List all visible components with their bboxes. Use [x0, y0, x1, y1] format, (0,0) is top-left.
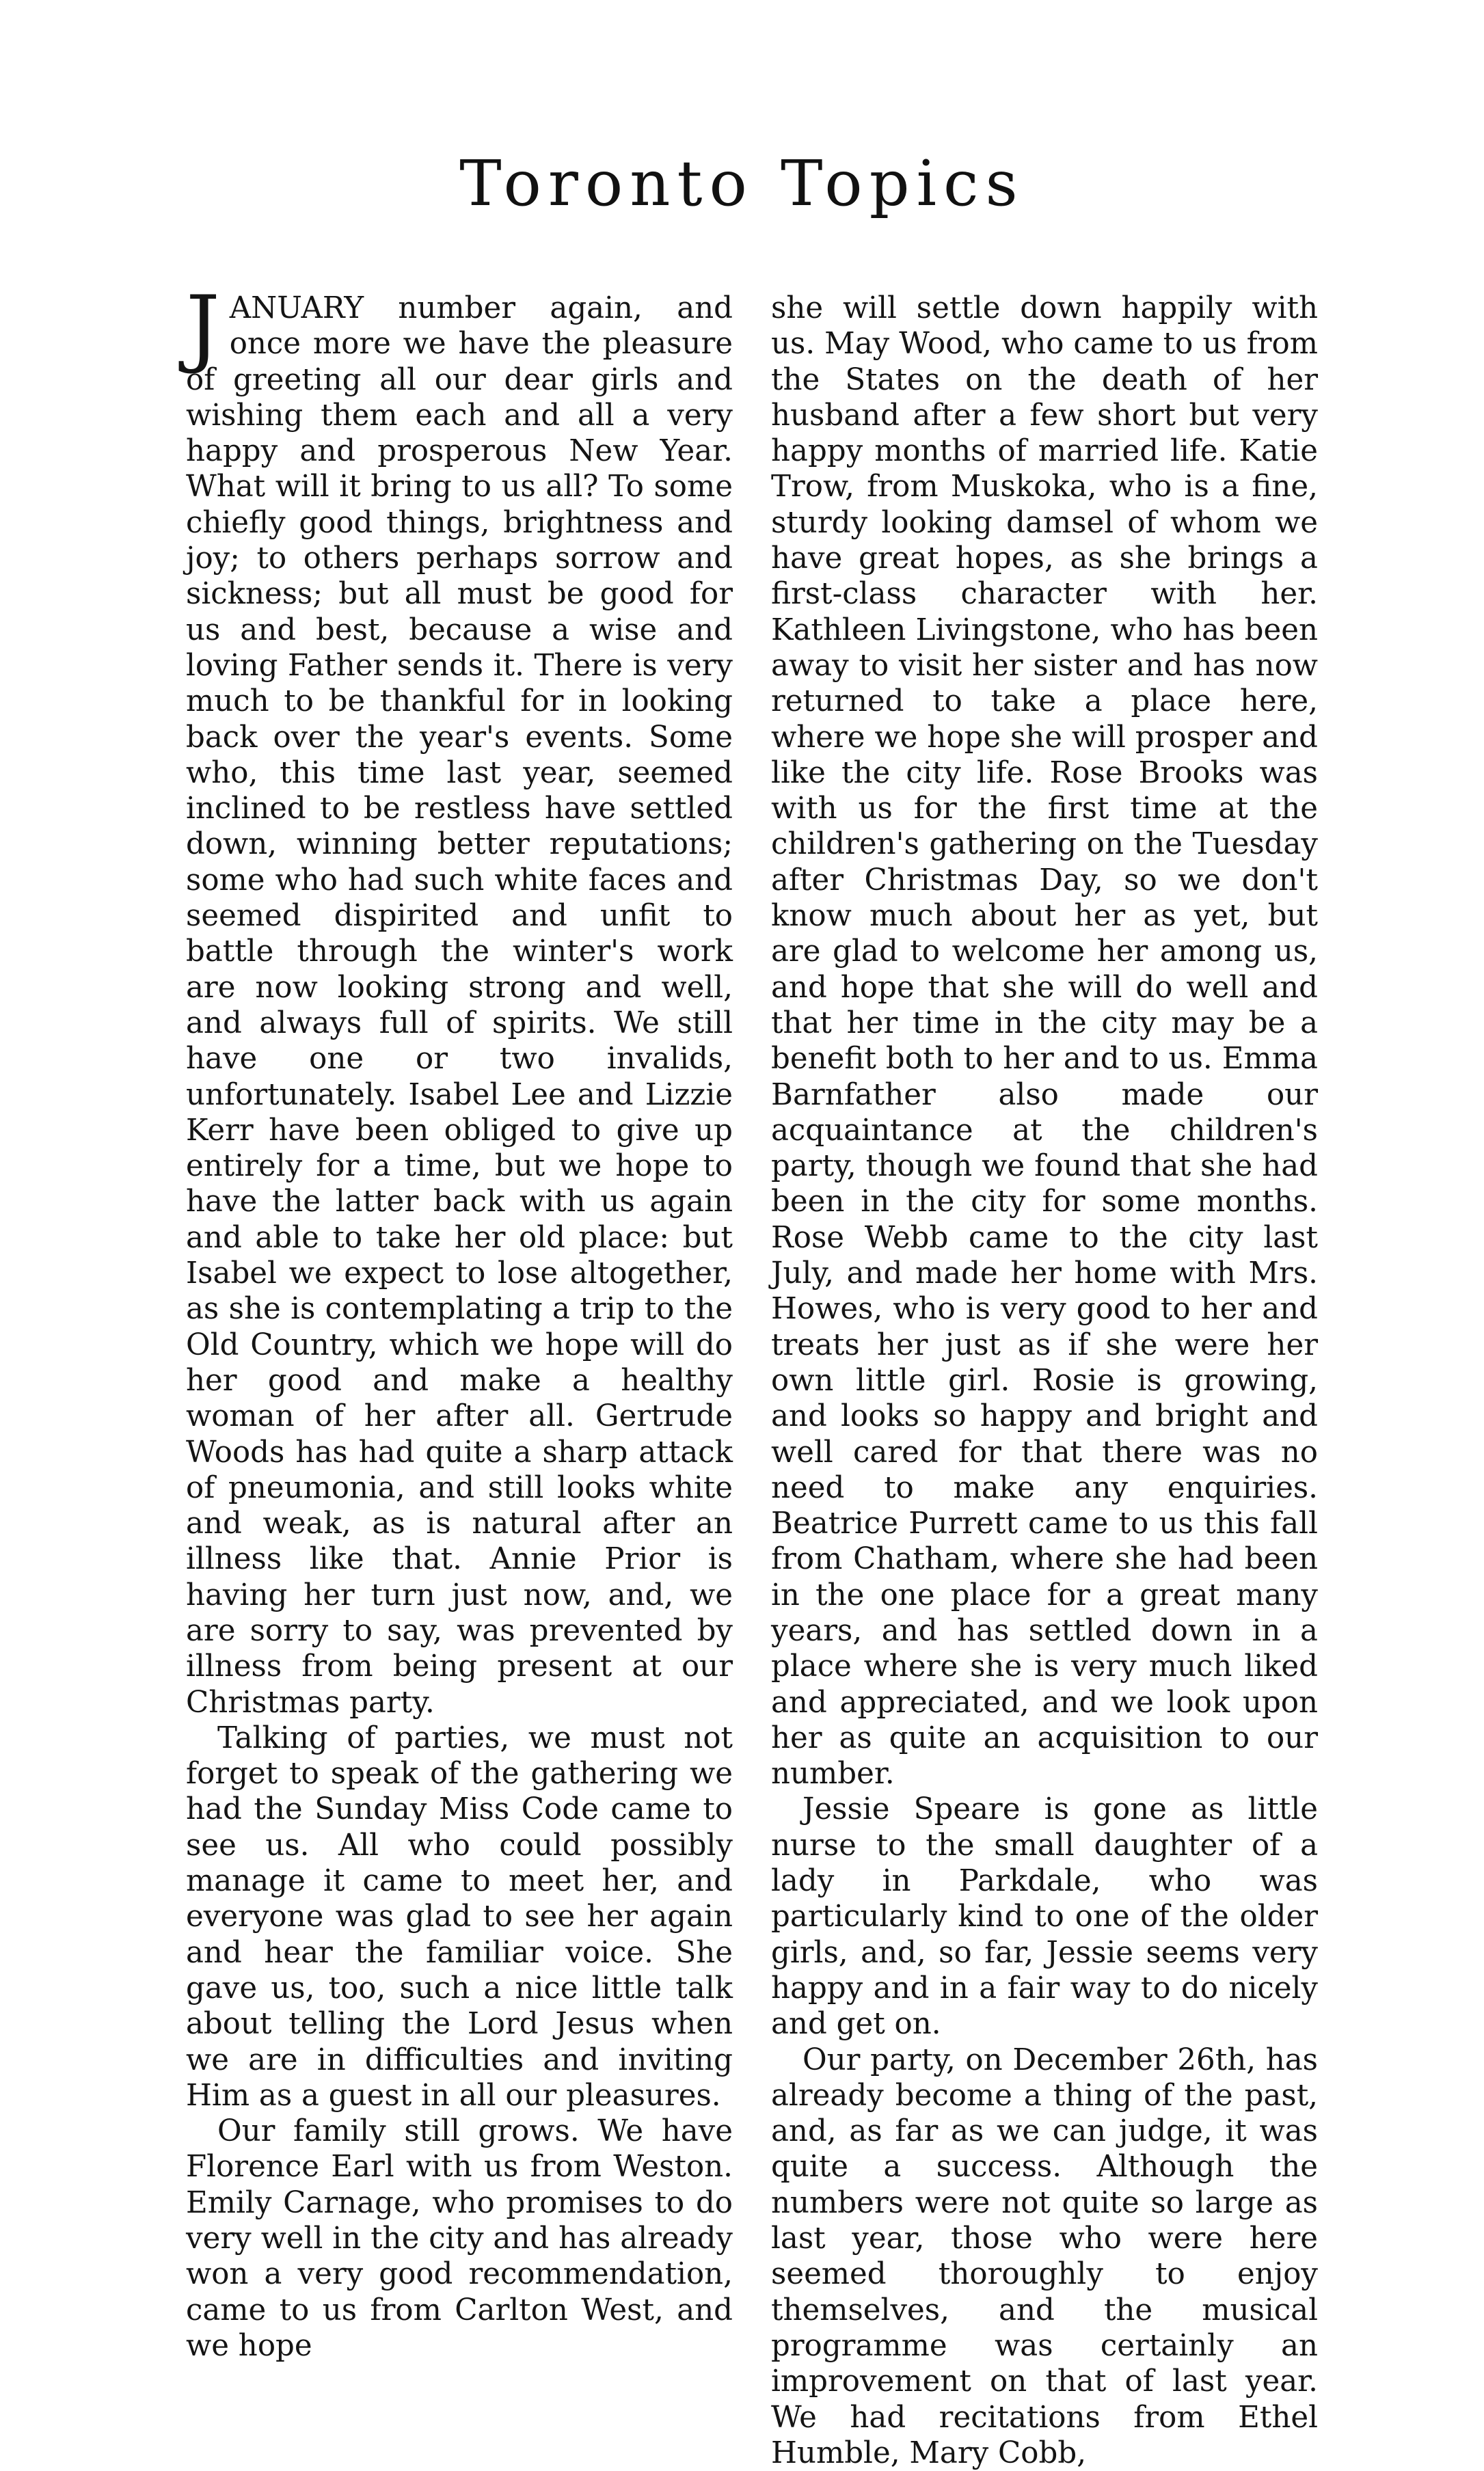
paragraph — [186, 278, 733, 1720]
page-title: Toronto Topics — [459, 147, 1025, 220]
drop-cap: J — [186, 278, 220, 377]
paragraph: Talking of parties, we must not forget to speak of the gathering we had the Sunday Miss Code came to see us. All who could possibly manage it came to meet her, and everyone was glad to see her again and hear the familiar voice. She gave us, too, such a nice little talk about telling the Lord Jesus when we are in difficulties and inviting Him as a guest in all our pleasures. — [186, 1720, 733, 2113]
paragraph: Our family still grows. We have Florence Earl with us from Weston. Emily Carnage, who promises to do very well in the city and has already won a very good recommendation, came to us from Carlton West, and we hope — [186, 2114, 733, 2363]
right-column — [771, 291, 1318, 2471]
paragraph-text: ANUARY number again, and once more we have the pleasure of greeting all our dear girls and wishing them each and all a very happy and prosperous New Year. What will it bring to us all? To some chiefly good things, brightness and joy; to others perhaps sorrow and sickness; but all must be good for us and best, because a wise and loving Father sends it. There is very much to be thankful for in looking back over the year's events. Some who, this time last year, seemed inclined to be restless have settled down, winning better reputations; some who had such white faces and seemed dispirited and unfit to battle through the winter's work are now looking strong and well, and always full of spirits. We still have one or two invalids, unfortunately. Isabel Lee and Lizzie Kerr have been obliged to give up entirely for a time, but we hope to have the latter back with us again and able to take her old place: but Isabel we expect to lose altogether, as she is contemplating a trip to the Old Country, which we hope will do her good and make a healthy woman of her after all. Gertrude Woods has had quite a sharp attack of pneumonia, and still looks white and weak, as is natural after an illness like that. Annie Prior is having her turn just now, and, we are sorry to say, was prevented by illness from being present at our Christmas party. — [186, 291, 733, 1720]
paragraph: Our party, on December 26th, has already become a thing of the past, and, as far as we can judge, it was quite a success. Although the numbers were not quite so large as last year, those who were here seemed thoroughly to enjoy themselves, and the musical programme was certainly an improvement on that of last year. We had recitations from Ethel Humble, Mary Cobb, — [771, 2042, 1318, 2470]
paragraph: Jessie Speare is gone as little nurse to the small daughter of a lady in Parkdale, who was particularly kind to one of the older girls, and, so far, Jessie seems very happy and in a fair way to do nicely and get on. — [771, 1792, 1318, 2042]
left-column — [186, 278, 733, 2364]
paragraph: she will settle down happily with us. May Wood, who came to us from the States on the death of her husband after a few short but very happy months of married life. Katie Trow, from Muskoka, who is a fine, sturdy looking damsel of whom we have great hopes, as she brings a first-class character with her. Kathleen Livingstone, who has been away to visit her sister and has now returned to take a place here, where we hope she will prosper and like the city life. Rose Brooks was with us for the first time at the children's gathering on the Tuesday after Christmas Day, so we don't know much about her as yet, but are glad to welcome her among us, and hope that she will do well and that her time in the city may be a benefit both to her and to us. Emma Barnfather also made our acquaintance at the children's party, though we found that she had been in the city for some months. Rose Webb came to the city last July, and made her home with Mrs. Howes, who is very good to her and treats her just as if she were her own little girl. Rosie is growing, and looks so happy and bright and well cared for that there was no need to make any enquiries. Beatrice Purrett came to us this fall from Chatham, where she had been in the one place for a great many years, and has settled down in a place where she is very much liked and appreciated, and we look upon her as quite an acquisition to our number. — [771, 291, 1318, 1792]
